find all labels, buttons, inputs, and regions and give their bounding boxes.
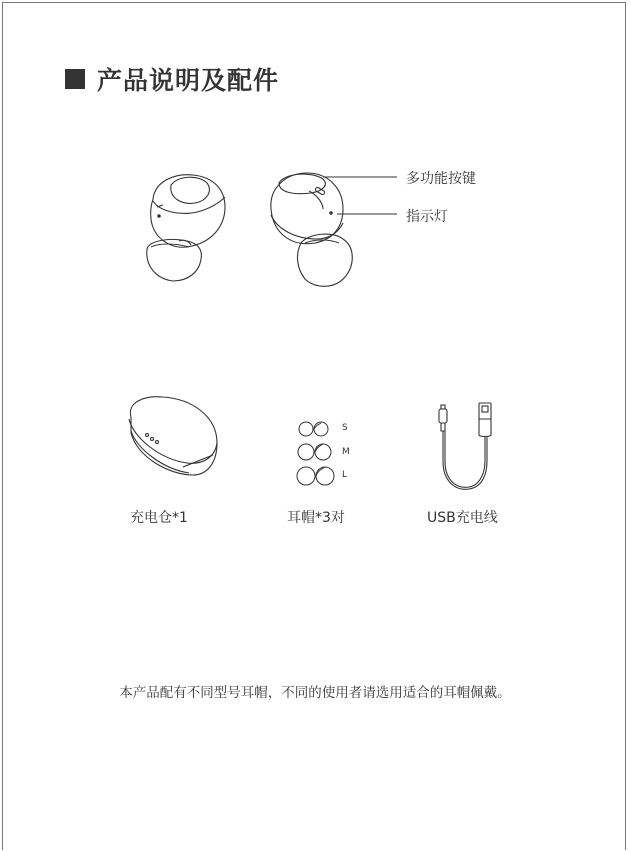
usage-note: 本产品配有不同型号耳帽，不同的使用者请选用适合的耳帽佩戴。 xyxy=(119,685,511,701)
charging-case-icon xyxy=(123,393,223,483)
callout-lines xyxy=(323,173,403,223)
eartip-size-l: L xyxy=(342,470,348,480)
callout-multifunction-button: 多功能按键 xyxy=(406,171,476,187)
label-eartips: 耳帽*3对 xyxy=(287,510,345,526)
left-earbud-illustration xyxy=(141,167,231,287)
label-charging-case: 充电仓*1 xyxy=(130,510,188,526)
section-title: 产品说明及配件 xyxy=(97,66,280,95)
heading-square-icon xyxy=(65,69,85,89)
label-usb-cable: USB充电线 xyxy=(427,510,498,526)
manual-page xyxy=(2,2,626,850)
callout-indicator-light: 指示灯 xyxy=(406,209,448,225)
usb-cable-icon xyxy=(433,401,503,495)
eartip-size-m: M xyxy=(342,447,350,457)
section-heading xyxy=(65,61,279,97)
eartip-size-s: S xyxy=(342,423,348,433)
